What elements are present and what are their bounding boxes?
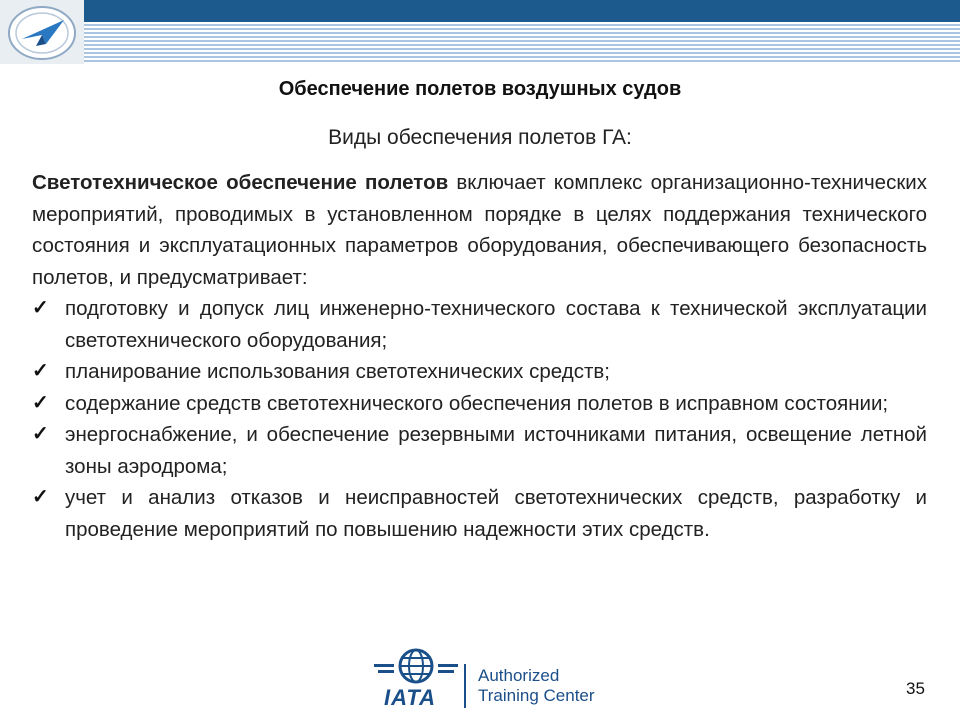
training-center-label (478, 666, 595, 706)
academy-emblem-icon (6, 4, 78, 62)
checkmark-icon: ✓ (32, 360, 49, 382)
list-item-text: энергоснабжение, и обеспечение резервными источниками питания, освещение летной зоны аэродрома; (65, 423, 927, 478)
checkmark-icon: ✓ (32, 486, 49, 508)
logo-box (0, 0, 84, 64)
globe-icon (372, 646, 460, 686)
checkmark-icon: ✓ (32, 391, 49, 414)
list-item-text: учет и анализ отказов и неисправностей светотехнических средств, разработку и проведение мероприятий по повышению надежности этих средств. (65, 486, 927, 541)
intro-bold-term: Светотехническое обеспечение полетов (32, 171, 449, 194)
list-item-text: планирование использования светотехнических средств; (65, 360, 610, 383)
slide-subtitle: Виды обеспечения полетов ГА: (328, 126, 632, 149)
tagline-line1: Authorized (478, 666, 560, 685)
list-item (32, 388, 927, 420)
page-number: 35 (906, 679, 925, 698)
checkmark-icon: ✓ (32, 423, 49, 445)
slide-body (32, 167, 927, 545)
intro-paragraph (32, 167, 927, 293)
list-item (32, 419, 927, 482)
list-item (32, 482, 927, 545)
list-item (32, 293, 927, 356)
header-stripes (84, 24, 960, 64)
footer-divider (464, 664, 466, 708)
checkmark-icon: ✓ (32, 297, 49, 319)
header-top-bar (84, 0, 960, 22)
list-item-text: подготовку и допуск лиц инженерно-технического состава к технической эксплуатации светотехнического оборудования; (65, 297, 927, 352)
checklist (32, 293, 927, 545)
list-item (32, 356, 927, 388)
tagline-line2: Training Center (478, 686, 595, 705)
intro-text: включает комплекс организационно-технических мероприятий, проводимых в установленном порядке в целях поддержания технического состояния и эксплуатационных параметров оборудования, обеспечивающего безопасность полетов, и предусматривает: (32, 171, 927, 289)
list-item-text: содержание средств светотехнического обеспечения полетов в исправном состоянии; (65, 391, 889, 415)
slide-title: Обеспечение полетов воздушных судов (278, 78, 682, 100)
header-band (0, 0, 960, 64)
iata-logo-text: IATA (384, 685, 437, 710)
